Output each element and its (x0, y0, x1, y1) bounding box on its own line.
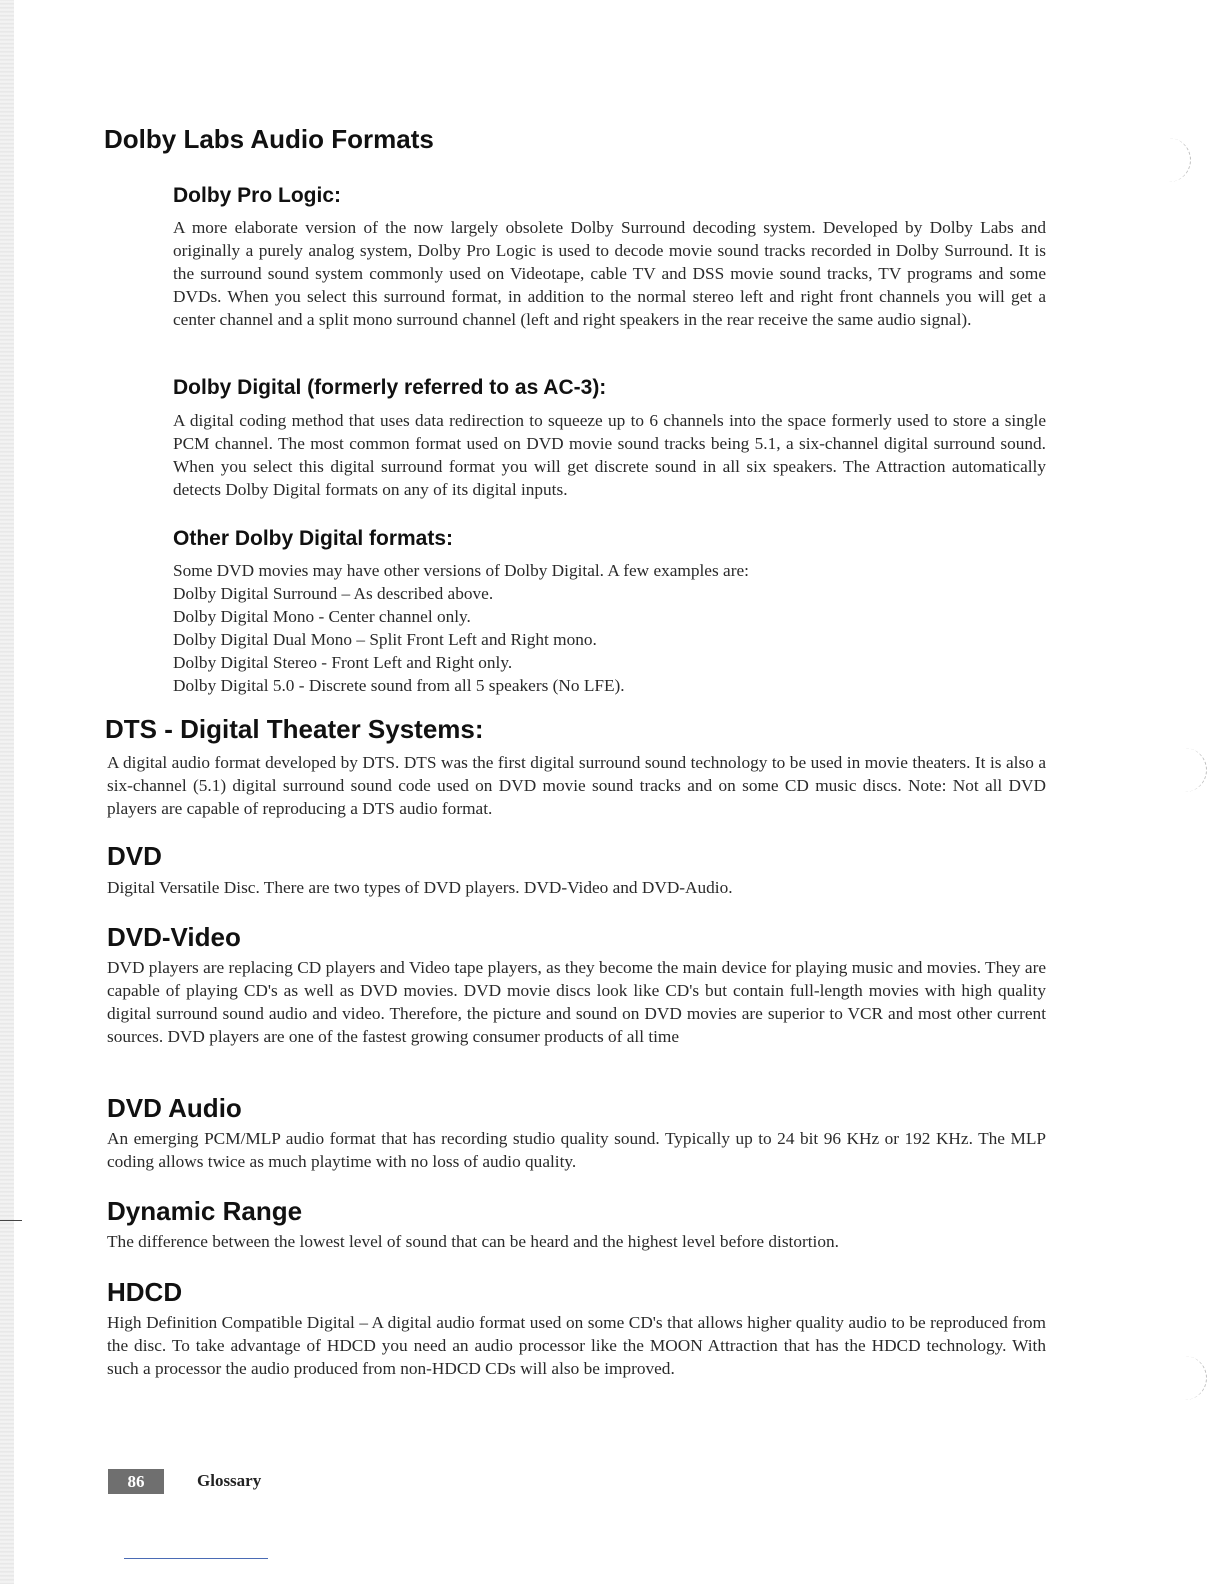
punch-hole-middle (1166, 748, 1207, 792)
para-hdcd: High Definition Compatible Digital – A digital audio format used on some CD's that allows higher quality audio to be reproduced from the disc. To take advantage of HDCD you need an audio processor like the MOON Attraction that has the HDCD technology. With such a processor the audio produced from non-HDCD CDs will also be improved. (107, 1313, 1046, 1378)
footer-section-label: Glossary (197, 1471, 262, 1490)
punch-hole-top (1150, 138, 1191, 182)
heading-dvd-video: DVD-Video (107, 922, 241, 952)
list-other-dolby (173, 559, 1046, 697)
list-item: Dolby Digital 5.0 - Discrete sound from all 5 speakers (No LFE). (173, 676, 625, 695)
list-item: Dolby Digital Surround – As described above. (173, 584, 494, 603)
heading-hdcd: HDCD (107, 1277, 183, 1307)
para-dts: A digital audio format developed by DTS. DTS was the first digital surround sound technology to be used in movie theaters. It is also a six-channel (5.1) digital surround sound code used on DVD movie sound tracks and on some CD music discs. Note: Not all DVD players are capable of reproducing a DTS audio format. (107, 753, 1046, 818)
para-dvd-video: DVD players are replacing CD players and Video tape players, as they become the main device for playing music and movies. They are capable of playing CD's as well as DVD movies. DVD movie discs look like CD's but contain full-length movies with high quality digital surround sound audio and video. Therefore, the picture and sound on DVD movies are superior to VCR and most other current sources. DVD players are one of the fastest growing consumer products of all time (107, 958, 1046, 1046)
list-item: Dolby Digital Dual Mono – Split Front Left and Right mono. (173, 630, 597, 649)
bottom-rule (124, 1558, 268, 1559)
list-item: Dolby Digital Mono - Center channel only. (173, 607, 471, 626)
heading-dvd-audio: DVD Audio (107, 1093, 242, 1123)
heading-dolby-labs: Dolby Labs Audio Formats (104, 124, 434, 154)
heading-dts: DTS - Digital Theater Systems: (105, 714, 484, 744)
para-dvd-audio: An emerging PCM/MLP audio format that has recording studio quality sound. Typically up to 24 bit 96 KHz or 192 KHz. The MLP coding allows twice as much playtime with no loss of audio quality. (107, 1129, 1046, 1171)
page-number: 86 (108, 1469, 164, 1494)
heading-other-dolby: Other Dolby Digital formats: (173, 527, 454, 550)
heading-dolby-digital: Dolby Digital (formerly referred to as AC-3): (173, 376, 607, 399)
binding-edge (0, 0, 14, 1584)
heading-dynamic-range: Dynamic Range (107, 1196, 303, 1226)
para-dvd: Digital Versatile Disc. There are two types of DVD players. DVD-Video and DVD-Audio. (107, 878, 733, 897)
list-item: Dolby Digital Stereo - Front Left and Right only. (173, 653, 513, 672)
para-dolby-pro-logic: A more elaborate version of the now largely obsolete Dolby Surround decoding system. Developed by Dolby Labs and originally a purely analog system, Dolby Pro Logic is used to decode movie sound tracks recorded in Dolby Surround. It is the surround sound system commonly used on Videotape, cable TV and DSS movie sound tracks, TV programs and some DVDs. When you select this surround format, in addition to the normal stereo left and right front channels you will get a center channel and a split mono surround channel (left and right speakers in the rear receive the same audio signal). (173, 218, 1046, 329)
para-dolby-digital: A digital coding method that uses data redirection to squeeze up to 6 channels into the space formerly used to store a single PCM channel. The most common format used on DVD movie sound tracks being 5.1, a six-channel digital surround sound. When you select this digital surround format you will get discrete sound in all six speakers. The Attraction automatically detects Dolby Digital formats on any of its digital inputs. (173, 411, 1046, 499)
list-item: Some DVD movies may have other versions of Dolby Digital. A few examples are: (173, 561, 749, 580)
heading-dvd: DVD (107, 841, 162, 871)
heading-dolby-pro-logic: Dolby Pro Logic: (173, 184, 341, 207)
para-dynamic-range: The difference between the lowest level of sound that can be heard and the highest level before distortion. (107, 1232, 839, 1251)
punch-hole-bottom (1166, 1356, 1207, 1400)
margin-tick-mark (0, 1220, 22, 1221)
